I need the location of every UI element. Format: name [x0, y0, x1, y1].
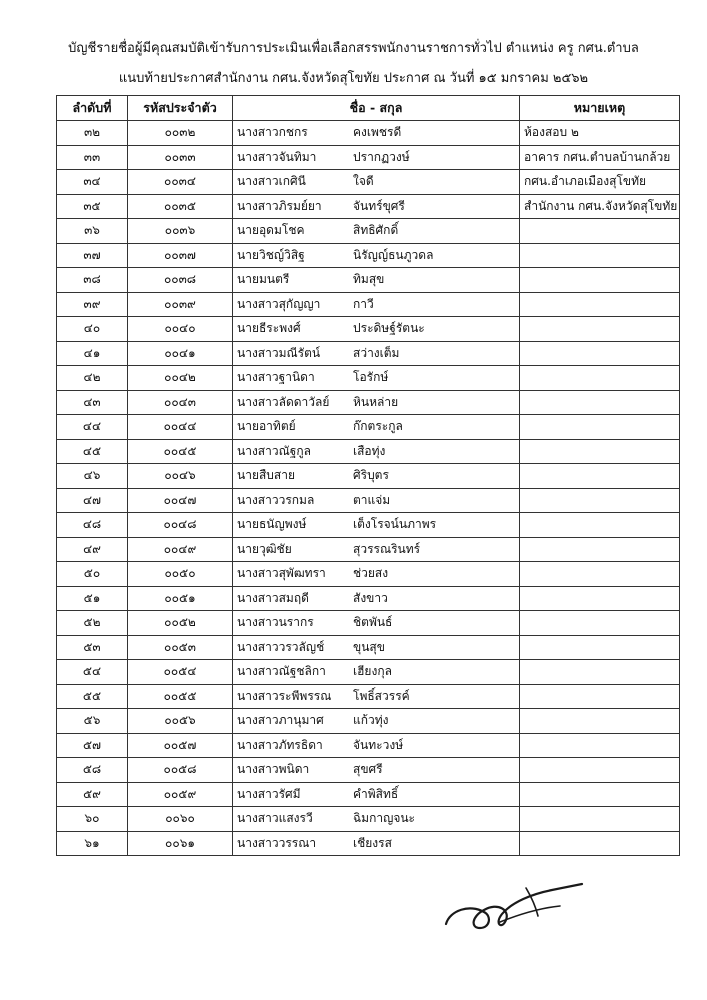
first-name: นางสาวสุพัฒทรา — [237, 566, 326, 581]
cell-code: ๐๐๔๘ — [128, 513, 233, 538]
table-row — [57, 807, 680, 832]
last-name: ทิมสุข — [353, 272, 385, 287]
cell-note — [520, 219, 680, 244]
first-name: นางสาวมณีรัตน์ — [237, 345, 321, 360]
cell-code: ๐๐๔๐ — [128, 317, 233, 342]
cell-code: ๐๐๔๕ — [128, 439, 233, 464]
last-name: คำพิสิทธิ์ — [353, 786, 399, 801]
cell-no: ๕๓ — [57, 635, 128, 660]
table-row — [57, 684, 680, 709]
document-subtitle: แนบท้ายประกาศสำนักงาน กศน.จังหวัดสุโขทัย ประกาศ ณ วันที่ ๑๕ มกราคม ๒๕๖๒ — [118, 71, 589, 86]
cell-note — [520, 684, 680, 709]
first-name: นางสาวภิรมย์ยา — [237, 198, 322, 213]
first-name: นางสาวพนิดา — [237, 762, 310, 777]
last-name: กาวี — [353, 296, 374, 311]
table-row — [57, 660, 680, 685]
first-name: นายธีระพงศ์ — [237, 321, 301, 336]
header-no: ลำดับที่ — [57, 96, 128, 121]
cell-name — [233, 611, 520, 636]
last-name: ฉิมกาญจนะ — [353, 811, 415, 826]
table-row — [57, 366, 680, 391]
cell-no: ๓๙ — [57, 292, 128, 317]
table-row — [57, 317, 680, 342]
table-row — [57, 488, 680, 513]
table-row — [57, 635, 680, 660]
last-name: แก้วทุ่ง — [353, 713, 389, 728]
cell-note — [520, 635, 680, 660]
first-name: นายมนตรี — [237, 272, 290, 287]
table-row — [57, 390, 680, 415]
cell-name — [233, 660, 520, 685]
cell-name — [233, 243, 520, 268]
header-name: ชื่อ - สกุล — [233, 96, 520, 121]
last-name: ช่วยสง — [353, 566, 389, 581]
first-name: นางสาวลัดดาวัลย์ — [237, 394, 330, 409]
first-name: นายอุดมโชค — [237, 223, 305, 238]
cell-code: ๐๐๔๓ — [128, 390, 233, 415]
table-row — [57, 513, 680, 538]
cell-no: ๕๕ — [57, 684, 128, 709]
cell-name — [233, 733, 520, 758]
table-row — [57, 341, 680, 366]
cell-no: ๕๑ — [57, 586, 128, 611]
cell-name — [233, 831, 520, 856]
cell-code: ๐๐๔๙ — [128, 537, 233, 562]
last-name: ตาแจ่ม — [353, 492, 391, 507]
table-row — [57, 611, 680, 636]
last-name: นิรัญญ์ธนภูวดล — [353, 247, 434, 262]
cell-note: กศน.อำเภอเมืองสุโขทัย — [520, 170, 680, 195]
first-name: นายวุฒิชัย — [237, 541, 292, 556]
cell-code: ๐๐๓๖ — [128, 219, 233, 244]
cell-note — [520, 733, 680, 758]
first-name: นางสาวนรากร — [237, 615, 314, 630]
cell-no: ๔๕ — [57, 439, 128, 464]
cell-note — [520, 390, 680, 415]
first-name: นางสาวกชกร — [237, 125, 308, 140]
cell-code: ๐๐๕๓ — [128, 635, 233, 660]
cell-note — [520, 464, 680, 489]
cell-note — [520, 611, 680, 636]
last-name: โอรักษ์ — [353, 370, 389, 385]
first-name: นางสาววรวลัญช์ — [237, 639, 325, 654]
cell-code: ๐๐๓๙ — [128, 292, 233, 317]
cell-no: ๓๒ — [57, 121, 128, 146]
cell-no: ๓๘ — [57, 268, 128, 293]
table-row — [57, 243, 680, 268]
cell-no: ๕๙ — [57, 782, 128, 807]
last-name: ศิริบุตร — [353, 468, 389, 483]
table-row — [57, 439, 680, 464]
cell-name — [233, 219, 520, 244]
last-name: ก๊กตระกูล — [353, 419, 403, 434]
first-name: นายวิชญ์วิสิฐ — [237, 247, 305, 262]
cell-name — [233, 439, 520, 464]
cell-note: ห้องสอบ ๒ — [520, 121, 680, 146]
header-note: หมายเหตุ — [520, 96, 680, 121]
first-name: นางสาวเกศินี — [237, 174, 306, 189]
first-name: นางสาวจันทิมา — [237, 149, 317, 164]
table-row — [57, 464, 680, 489]
cell-code: ๐๐๕๔ — [128, 660, 233, 685]
last-name: จันทะวงษ์ — [353, 737, 404, 752]
cell-note — [520, 586, 680, 611]
first-name: นางสาวณัฐชลิกา — [237, 664, 326, 679]
table-row — [57, 733, 680, 758]
cell-no: ๕๔ — [57, 660, 128, 685]
cell-code: ๐๐๕๗ — [128, 733, 233, 758]
cell-name — [233, 390, 520, 415]
cell-code: ๐๐๔๔ — [128, 415, 233, 440]
cell-code: ๐๐๓๕ — [128, 194, 233, 219]
first-name: นางสาวระพีพรรณ — [237, 688, 332, 703]
cell-code: ๐๐๕๕ — [128, 684, 233, 709]
signature-stroke — [446, 884, 582, 928]
cell-note — [520, 439, 680, 464]
first-name: นางสาวภานุมาศ — [237, 713, 324, 728]
last-name: หินหล่าย — [353, 394, 399, 409]
cell-note: สำนักงาน กศน.จังหวัดสุโขทัย — [520, 194, 680, 219]
table-row — [57, 219, 680, 244]
cell-no: ๓๕ — [57, 194, 128, 219]
cell-note — [520, 660, 680, 685]
cell-note — [520, 537, 680, 562]
cell-note — [520, 807, 680, 832]
cell-note — [520, 341, 680, 366]
last-name: สังขาว — [353, 590, 388, 605]
cell-code: ๐๐๕๐ — [128, 562, 233, 587]
table-body — [57, 121, 680, 856]
cell-no: ๕๗ — [57, 733, 128, 758]
cell-note — [520, 292, 680, 317]
last-name: เชียงรส — [353, 835, 392, 850]
cell-name — [233, 341, 520, 366]
candidate-table — [56, 95, 680, 856]
first-name: นางสาวรัศมี — [237, 786, 301, 801]
cell-no: ๓๖ — [57, 219, 128, 244]
table-row — [57, 415, 680, 440]
first-name: นางสาวฐานิดา — [237, 370, 315, 385]
cell-name — [233, 292, 520, 317]
first-name: นางสาววรรณา — [237, 835, 317, 850]
cell-code: ๐๐๔๖ — [128, 464, 233, 489]
cell-note — [520, 758, 680, 783]
cell-name — [233, 758, 520, 783]
last-name: สุวรรณรินทร์ — [353, 541, 421, 556]
cell-no: ๔๐ — [57, 317, 128, 342]
last-name: โพธิ์สวรรค์ — [353, 688, 410, 703]
cell-code: ๐๐๓๔ — [128, 170, 233, 195]
last-name: ชิตพันธ์ — [353, 615, 393, 630]
cell-no: ๖๑ — [57, 831, 128, 856]
cell-note — [520, 709, 680, 734]
cell-name — [233, 513, 520, 538]
cell-note — [520, 268, 680, 293]
cell-no: ๕๐ — [57, 562, 128, 587]
cell-note — [520, 243, 680, 268]
cell-code: ๐๐๔๑ — [128, 341, 233, 366]
cell-name — [233, 121, 520, 146]
cell-no: ๔๘ — [57, 513, 128, 538]
cell-code: ๐๐๓๗ — [128, 243, 233, 268]
first-name: นางสาวภัทรธิดา — [237, 737, 323, 752]
cell-no: ๔๔ — [57, 415, 128, 440]
cell-no: ๓๔ — [57, 170, 128, 195]
document-title: บัญชีรายชื่อผู้มีคุณสมบัติเข้ารับการประเมินเพื่อเลือกสรรพนักงานราชการทั่วไป ตำแหน่ง ครู กศน.ตำบล — [68, 41, 639, 56]
first-name: นางสาวณัฐกูล — [237, 443, 311, 458]
first-name: นายสืบสาย — [237, 468, 296, 483]
last-name: เสือทุ่ง — [353, 443, 386, 458]
last-name: ใจดี — [353, 174, 374, 189]
last-name: ปรากฏวงษ์ — [353, 149, 410, 164]
cell-name — [233, 366, 520, 391]
table-row — [57, 121, 680, 146]
cell-no: ๔๑ — [57, 341, 128, 366]
cell-code: ๐๐๖๐ — [128, 807, 233, 832]
cell-name — [233, 684, 520, 709]
last-name: ขุนสุข — [353, 639, 385, 654]
cell-code: ๐๐๕๙ — [128, 782, 233, 807]
cell-note — [520, 317, 680, 342]
cell-no: ๓๗ — [57, 243, 128, 268]
cell-code: ๐๐๔๒ — [128, 366, 233, 391]
cell-no: ๖๐ — [57, 807, 128, 832]
cell-no: ๓๓ — [57, 145, 128, 170]
cell-note — [520, 513, 680, 538]
last-name: สว่างเต็ม — [353, 345, 400, 360]
cell-code: ๐๐๔๗ — [128, 488, 233, 513]
table-row — [57, 782, 680, 807]
last-name: คงเพชรดี — [353, 125, 402, 140]
table-row — [57, 268, 680, 293]
cell-name — [233, 170, 520, 195]
cell-name — [233, 586, 520, 611]
cell-name — [233, 562, 520, 587]
last-name: สิทธิศักดิ์ — [353, 223, 399, 238]
cell-note — [520, 488, 680, 513]
table-row — [57, 537, 680, 562]
cell-name — [233, 782, 520, 807]
cell-code: ๐๐๓๒ — [128, 121, 233, 146]
cell-code: ๐๐๖๑ — [128, 831, 233, 856]
table-row — [57, 831, 680, 856]
cell-name — [233, 317, 520, 342]
cell-no: ๕๖ — [57, 709, 128, 734]
cell-no: ๔๓ — [57, 390, 128, 415]
last-name: จันทร์ขุศรี — [353, 198, 405, 213]
table-row — [57, 709, 680, 734]
table-row — [57, 586, 680, 611]
cell-code: ๐๐๓๓ — [128, 145, 233, 170]
cell-no: ๔๗ — [57, 488, 128, 513]
first-name: นายธนัญพงษ์ — [237, 517, 307, 532]
cell-name — [233, 807, 520, 832]
cell-note: อาคาร กศน.ตำบลบ้านกล้วย — [520, 145, 680, 170]
table-row — [57, 562, 680, 587]
first-name: นางสาวสุกัญญา — [237, 296, 321, 311]
cell-note — [520, 831, 680, 856]
cell-code: ๐๐๓๘ — [128, 268, 233, 293]
first-name: นางสาวแสงรวี — [237, 811, 313, 826]
cell-no: ๕๘ — [57, 758, 128, 783]
cell-note — [520, 782, 680, 807]
signature — [440, 880, 590, 940]
cell-code: ๐๐๕๘ — [128, 758, 233, 783]
table-row — [57, 145, 680, 170]
cell-no: ๔๖ — [57, 464, 128, 489]
table-row — [57, 194, 680, 219]
cell-note — [520, 562, 680, 587]
cell-note — [520, 366, 680, 391]
cell-name — [233, 415, 520, 440]
cell-code: ๐๐๕๑ — [128, 586, 233, 611]
cell-code: ๐๐๕๖ — [128, 709, 233, 734]
cell-no: ๔๒ — [57, 366, 128, 391]
last-name: ประดิษฐ์รัตนะ — [353, 321, 425, 336]
header-code: รหัสประจำตัว — [128, 96, 233, 121]
cell-name — [233, 194, 520, 219]
first-name: นางสาววรกมล — [237, 492, 315, 507]
cell-note — [520, 415, 680, 440]
cell-name — [233, 537, 520, 562]
table-row — [57, 758, 680, 783]
cell-name — [233, 268, 520, 293]
cell-name — [233, 488, 520, 513]
cell-no: ๕๒ — [57, 611, 128, 636]
cell-name — [233, 709, 520, 734]
cell-name — [233, 464, 520, 489]
cell-name — [233, 635, 520, 660]
cell-code: ๐๐๕๒ — [128, 611, 233, 636]
last-name: เฮียงกุล — [353, 664, 392, 679]
table-row — [57, 292, 680, 317]
first-name: นางสาวสมฤดี — [237, 590, 309, 605]
last-name: เต็งโรจน์นภาพร — [353, 517, 437, 532]
last-name: สุขศรี — [353, 762, 383, 777]
cell-no: ๔๙ — [57, 537, 128, 562]
table-row — [57, 170, 680, 195]
cell-name — [233, 145, 520, 170]
table-header-row — [57, 96, 680, 121]
first-name: นายอาทิตย์ — [237, 419, 296, 434]
